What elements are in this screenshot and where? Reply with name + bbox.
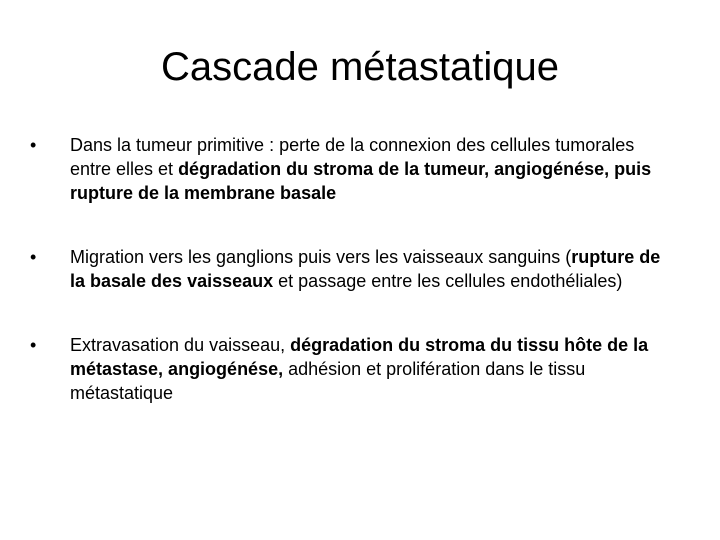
bullet-dot-icon: •	[30, 135, 37, 155]
bullet-list	[30, 133, 680, 405]
bullet-text-segment: Dans la tumeur primitive : perte de la connexion des cellules tumorales entre elles et	[70, 135, 635, 179]
bullet-item	[30, 333, 680, 405]
bullet-text-bold-segment: dégradation du stroma du tissu hôte de la métastase, angiogénése,	[70, 335, 649, 379]
bullet-dot-icon: •	[30, 247, 37, 267]
bullet-text-segment: et passage entre les cellules endothéliales)	[273, 271, 623, 291]
slide-title: Cascade métastatique	[160, 45, 559, 89]
bullet-text-segment: adhésion et prolifération dans le tissu métastatique	[70, 359, 586, 403]
bullet-dot-icon: •	[30, 335, 37, 355]
bullet-text-segment: Extravasation du vaisseau,	[70, 335, 291, 355]
bullet-text-bold-segment: dégradation du stroma de la tumeur, angiogénése, puis rupture de la membrane basale	[70, 159, 652, 203]
bullet-text-segment: Migration vers les ganglions puis vers les vaisseaux sanguins (	[70, 247, 572, 267]
bullet-item	[30, 245, 680, 293]
bullet-text-bold-segment: rupture de la basale des vaisseaux	[70, 247, 661, 291]
bullet-item	[30, 133, 680, 205]
